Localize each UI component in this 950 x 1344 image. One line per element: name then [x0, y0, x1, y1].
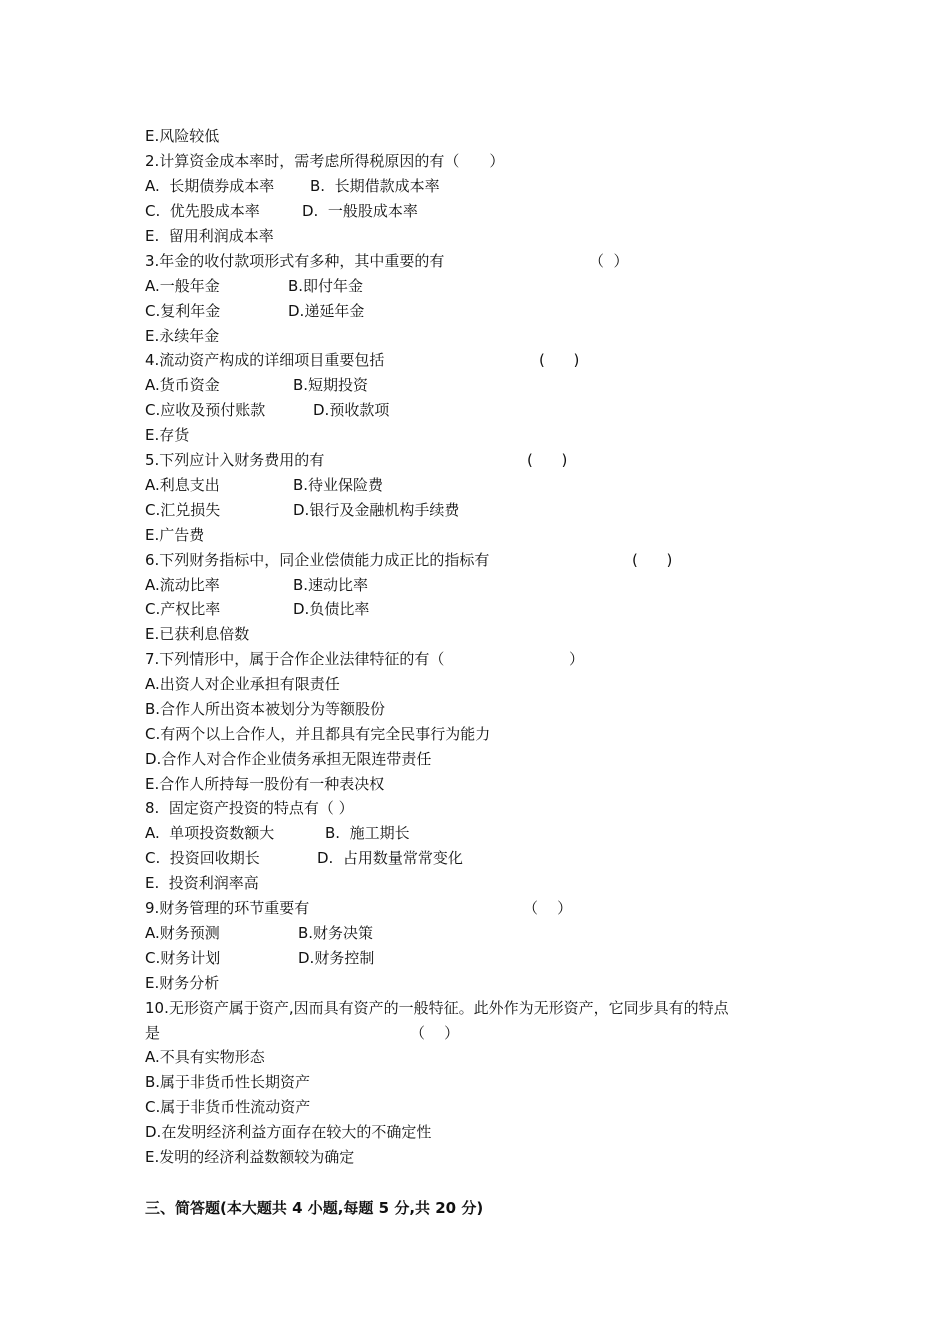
- section-heading: 三、简答题(本大题共 4 小题,每题 5 分,共 20 分): [145, 1199, 484, 1217]
- document-page: E.风险较低 2.计算资金成本率时，需考虑所得税原因的有（ ） A. 长期债券成本率 B. 长期借款成本率 C. 优先股成本率 D. 一般股成本率 E. 留用利润成本率 3.年金的收付款项形式有多种，其中重要的有 （ ） A.一般年金 B.即付年金 C.复利年金 D.递延年金 E.永续年金 4.流动资产构成的详细项目重要包括 ( ) A.货币资金 B.短期投资 C.应收及预付账款 D.预收款项 E.存货 5.下列应计入财务费用的有 ( ) A.利息支出 B.待业保险费 C.汇兑损失 D.银行及金融机构手续费 E.广告费 6.下列财务指标中，同企业偿债能力成正比的指标有 ( ) A.流动比率 B.速动比率 C.产权比率 D.负债比率 E.已获利息倍数 7.下列情形中，属于合作企业法律特征的有（ ） A.出资人对企业承担有限责任 B.合作人所出资本被划分为等额股份 C.有两个以上合作人，并且都具有完全民事行为能力 D.合作人对合作企业债务承担无限连带责任 E.合作人所持每一股份有一种表决权 8. 固定资产投资的特点有（ ） A. 单项投资数额大 B. 施工期长 C. 投资回收期长 D. 占用数量常常变化 E. 投资利润率高 9.财务管理的环节重要有 （ ） A.财务预测 B.财务决策 C.财务计划 D.财务控制 E.财务分析 10.无形资产属于资产,因而具有资产的一般特征。此外作为无形资产，它同步具有的特点 是 （ ） A.不具有实物形态 B.属于非货币性长期资产 C.属于非货币性流动资产 D.在发明经济利益方面存在较大的不确定性 E.发明的经济利益数额较为确定 三、简答题(本大题共 4 小题,每题 5 分,共 20 分): [0, 0, 950, 1344]
